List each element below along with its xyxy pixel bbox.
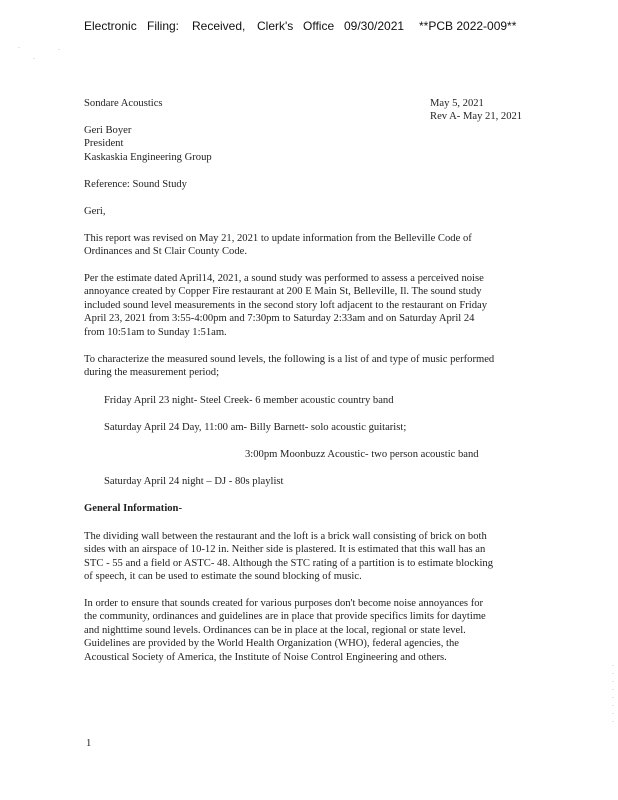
paragraph-study-summary — [84, 272, 536, 339]
scan-speck: · — [33, 56, 35, 62]
section-heading-general-information: General Information- — [84, 503, 182, 514]
reference-line: Reference: Sound Study — [84, 179, 187, 190]
paragraph-line: and nighttime sound levels. Ordinances can be in place at the local, regional or state level. — [84, 624, 466, 636]
page-number: 1 — [86, 738, 92, 749]
schedule-item-saturday-day: Saturday April 24 Day, 11:00 am- Billy Barnett- solo acoustic guitarist; — [104, 422, 407, 433]
letterhead-revision: Rev A- May 21, 2021 — [430, 111, 523, 122]
paragraph-line: April 23, 2021 from 3:55-4:00pm and 7:30pm to Saturday 2:33am and on Saturday April 24 — [84, 313, 475, 325]
schedule-item-saturday-afternoon: 3:00pm Moonbuzz Acoustic- two person acoustic band — [245, 449, 479, 460]
paragraph-ordinances — [84, 597, 536, 664]
header-case-number: **PCB 2022-009** — [419, 19, 517, 33]
recipient-block — [84, 124, 536, 164]
paragraph-revision-note — [84, 232, 536, 259]
paragraph-line: included sound level measurements in the second story loft adjacent to the restaurant on Friday — [84, 299, 488, 311]
paragraph-line: the community, ordinances and guidelines are in place that provide specifics limits for daytime — [84, 611, 486, 623]
paragraph-line: STC - 55 and a field or ASTC- 48. Although the STC rating of a partition is to estimate blocking — [84, 557, 493, 569]
filing-header — [84, 19, 554, 35]
header-electronic: Electronic — [84, 19, 137, 33]
schedule-item-friday: Friday April 23 night- Steel Creek- 6 member acoustic country band — [104, 395, 394, 406]
paragraph-line: of speech, it can be used to estimate the sound blocking of music. — [84, 571, 362, 583]
header-received: Received, — [192, 19, 246, 33]
recipient-name: Geri Boyer — [84, 125, 132, 136]
recipient-title: President — [84, 138, 124, 150]
letterhead-company: Sondare Acoustics — [84, 98, 163, 109]
scan-margin-marks: · · · · · · · · — [612, 663, 614, 725]
paragraph-line: during the measurement period; — [84, 367, 220, 379]
paragraph-line: sides with an airspace of 10-12 in. Neither side is plastered. It is estimated that this wall has an — [84, 544, 486, 556]
scan-speck: · — [58, 47, 60, 53]
paragraph-line: This report was revised on May 21, 2021 to update information from the Belleville Code of — [84, 233, 472, 244]
paragraph-line: annoyance created by Copper Fire restaurant at 200 E Main St, Belleville, Il. The sound study — [84, 286, 482, 298]
header-office: Office — [303, 19, 335, 33]
paragraph-line: Per the estimate dated April14, 2021, a sound study was performed to assess a perceived noise — [84, 273, 484, 284]
header-date: 09/30/2021 — [344, 19, 405, 33]
recipient-organization: Kaskaskia Engineering Group — [84, 151, 212, 163]
paragraph-line: Ordinances and St Clair County Code. — [84, 246, 248, 258]
paragraph-line: Acoustical Society of America, the Institute of Noise Control Engineering and others. — [84, 651, 447, 663]
scan-speck: · — [18, 45, 20, 51]
paragraph-wall-description — [84, 530, 536, 584]
paragraph-line: from 10:51am to Sunday 1:51am. — [84, 326, 227, 338]
header-filing: Filing: — [147, 19, 180, 33]
paragraph-line: Guidelines are provided by the World Health Organization (WHO), federal agencies, the — [84, 638, 459, 650]
paragraph-line: To characterize the measured sound levels, the following is a list of and type of music performed — [84, 354, 495, 365]
salutation: Geri, — [84, 206, 106, 217]
letterhead-date: May 5, 2021 — [430, 98, 484, 109]
paragraph-music-intro — [84, 353, 536, 380]
schedule-item-saturday-night: Saturday April 24 night – DJ - 80s playlist — [104, 476, 284, 487]
paragraph-line: In order to ensure that sounds created for various purposes don't become noise annoyances for — [84, 598, 484, 609]
paragraph-line: The dividing wall between the restaurant and the loft is a brick wall consisting of brick on both — [84, 531, 487, 542]
header-clerks: Clerk's — [257, 19, 294, 33]
